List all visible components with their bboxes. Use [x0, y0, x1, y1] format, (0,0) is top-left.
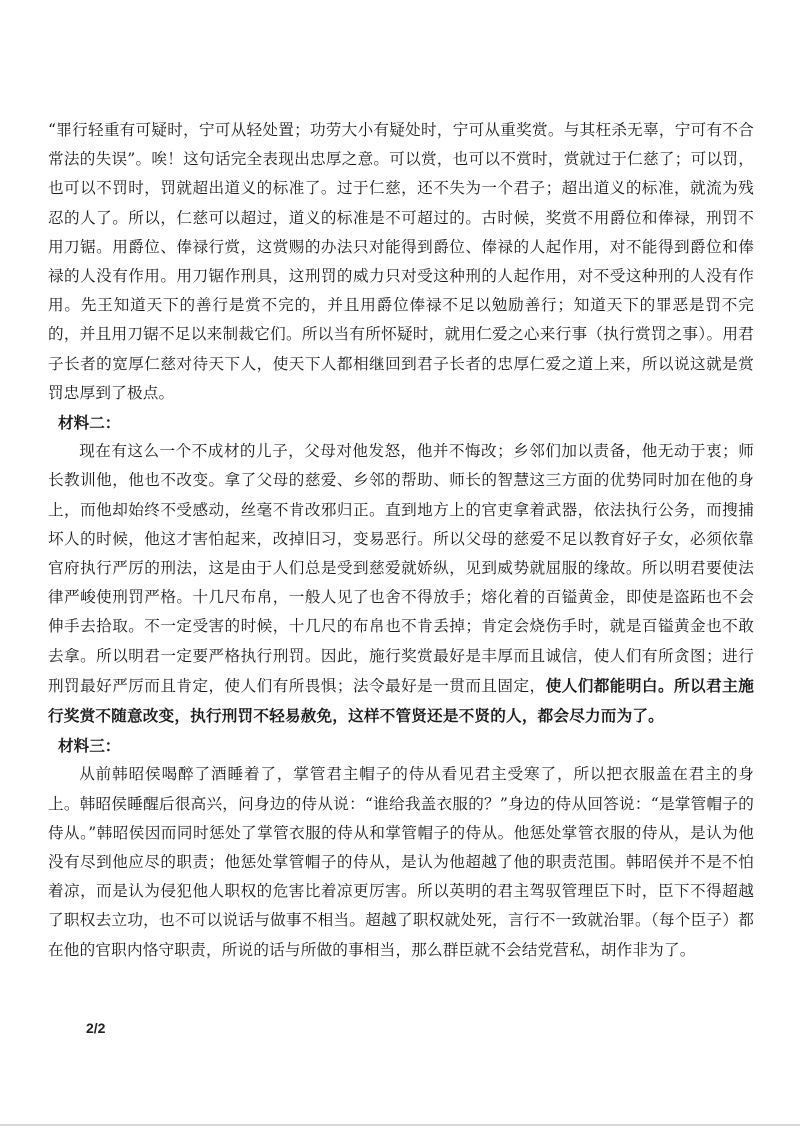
material-three-paragraph: 从前韩昭侯喝醉了酒睡着了，掌管君主帽子的侍从看见君主受寒了，所以把衣服盖在君主的身上。韩昭侯睡醒后很高兴，问身边的侍从说：“谁给我盖衣服的？”身边的侍从回答说：“是掌管帽子的侍从。”韩昭侯因而同时惩处了掌管衣服的侍从和掌管帽子的侍从。他惩处掌管衣服的侍从，是认为他没有尽到他应尽的职责；他惩处掌管帽子的侍从，是认为他超越了他的职责范围。韩昭侯并不是不怕着凉，而是认为侵犯他人职权的危害比着凉更厉害。所以英明的君主驾驭管理臣下时，臣下不得超越了职权去立功，也不可以说话与做事不相当。超越了职权就处死，言行不一致就治罪。（每个臣子）都在他的官职内恪守职责，所说的话与所做的事相当，那么群臣就不会结党营私，胡作非为了。	[48, 765, 754, 959]
material-three-heading: 材料三：	[58, 736, 121, 756]
material-two-heading: 材料二：	[58, 413, 121, 433]
material-two-paragraph	[48, 437, 754, 731]
document-body	[48, 116, 754, 965]
material-two-bold-text: 使人们都能明白。所以君主施行奖赏不随意改变，执行刑罚不轻易赦免，这样不管贤还是不贤的人，都会尽力而为了。	[48, 675, 754, 726]
material-two-text: 现在有这么一个不成材的儿子，父母对他发怒，他并不悔改；乡邻们加以责备，他无动于衷；师长教训他，他也不改变。拿了父母的慈爱、乡邻的帮助、师长的智慧这三方面的优势同时加在他的身上，而他却始终不受感动，丝毫不肯改邪归正。直到地方上的官吏拿着武器，依法执行公务，而搜捕坏人的时候，他这才害怕起来，改掉旧习，变易恶行。所以父母的慈爱不足以教育好子女，必须依靠官府执行严厉的刑法，这是由于人们总是受到慈爱就娇纵，见到威势就屈服的缘故。所以明君要使法律严峻使刑罚严格。十几尺布帛，一般人见了也舍不得放手；熔化着的百镒黄金，即使是盗跖也不会伸手去拾取。不一定受害的时候，十几尺的布帛也不肯丢掉；肯定会烧伤手时，就是百镒黄金也不敢去拿。所以明君一定要严格执行刑罚。因此，施行奖赏最好是丰厚而且诚信，使人们有所贪图；进行刑罚最好严厉而且肯定，使人们有所畏惧；法令最好是一贯而且固定，	[48, 442, 754, 695]
intro-paragraph: “罪行轻重有可疑时，宁可从轻处置；功劳大小有疑处时，宁可从重奖赏。与其枉杀无辜，宁可有不合常法的失误”。唉！这句话完全表现出忠厚之意。可以赏，也可以不赏时，赏就过于仁慈了；可以罚，也可以不罚时，罚就超出道义的标准了。过于仁慈，还不失为一个君子；超出道义的标准，就流为残忍的人了。所以，仁慈可以超过，道义的标准是不可超过的。古时候，奖赏不用爵位和俸禄，刑罚不用刀锯。用爵位、俸禄行赏，这赏赐的办法只对能得到爵位、俸禄的人起作用，对不能得到爵位和俸禄的人没有作用。用刀锯作刑具，这刑罚的威力只对受这种刑的人起作用，对不受这种刑的人没有作用。先王知道天下的善行是赏不完的，并且用爵位俸禄不足以勉励善行；知道天下的罪恶是罚不完的，并且用刀锯不足以来制裁它们。所以当有所怀疑时，就用仁爱之心来行事（执行赏罚之事）。用君子长者的宽厚仁慈对待天下人，使天下人都相继回到君子长者的忠厚仁爱之道上来，所以说这就是赏罚忠厚到了极点。	[48, 121, 754, 402]
page-number: 2/2	[86, 1020, 106, 1036]
page-bottom-divider	[0, 1124, 800, 1126]
